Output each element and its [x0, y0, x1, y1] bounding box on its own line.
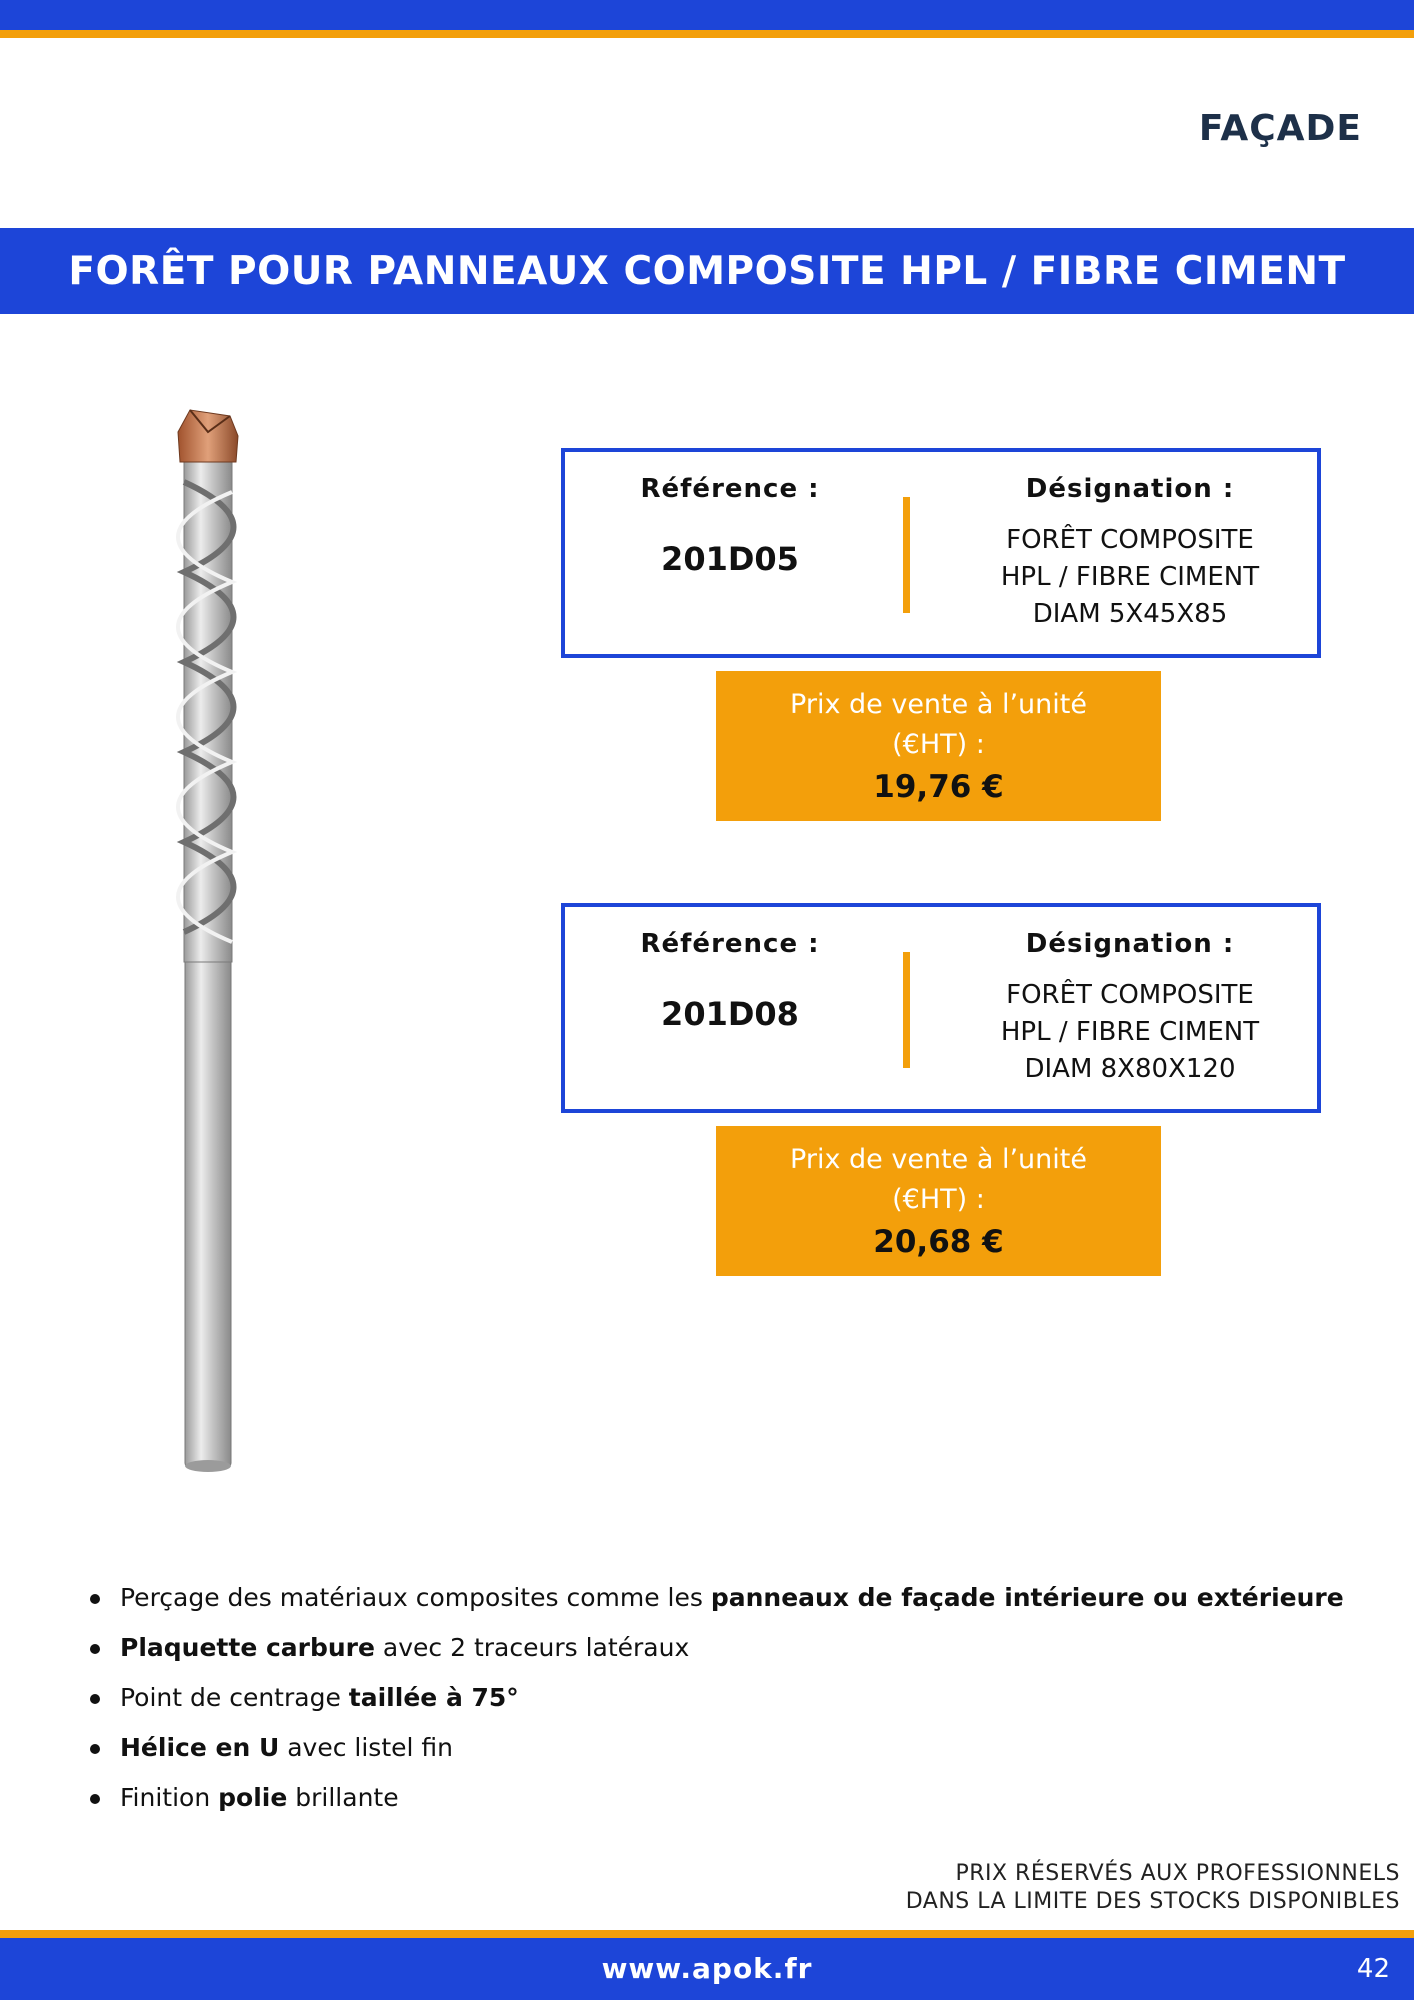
- reference-column: [565, 907, 895, 1109]
- price-label: Prix de vente à l’unité: [790, 689, 1087, 720]
- divider: [903, 497, 910, 613]
- reference-label: Référence :: [640, 474, 820, 504]
- price-label-unit: (€HT) :: [892, 729, 985, 760]
- list-item: Perçage des matériaux composites comme les panneaux de façade intérieure ou extérieure: [90, 1578, 1344, 1628]
- price-box-2: [716, 1126, 1161, 1276]
- page-number: 42: [1356, 1954, 1390, 1984]
- designation-text: [945, 977, 1315, 1088]
- reference-value: 201D05: [661, 540, 799, 578]
- price-box-1: [716, 671, 1161, 821]
- website-link[interactable]: www.apok.fr: [601, 1952, 813, 1985]
- price-value: 20,68 €: [873, 1224, 1004, 1260]
- drill-bit-icon: [140, 392, 280, 1492]
- designation-line: DIAM 8X80X120: [1024, 1054, 1236, 1084]
- reference-column: [565, 452, 895, 654]
- page-title: FORÊT POUR PANNEAUX COMPOSITE HPL / FIBRE CIMENT: [68, 248, 1346, 294]
- list-item: Finition polie brillante: [90, 1778, 1344, 1828]
- section-label: FAÇADE: [1198, 108, 1362, 149]
- designation-label: Désignation :: [1025, 474, 1235, 504]
- designation-line: FORÊT COMPOSITE: [1006, 525, 1254, 555]
- designation-line: HPL / FIBRE CIMENT: [1000, 562, 1260, 592]
- top-accent-stripe: [0, 30, 1414, 38]
- footer-accent-stripe: [0, 1930, 1414, 1938]
- reference-value: 201D08: [661, 995, 799, 1033]
- disclaimer-line: DANS LA LIMITE DES STOCKS DISPONIBLES: [905, 1889, 1400, 1914]
- price-value: 19,76 €: [873, 769, 1004, 805]
- designation-line: HPL / FIBRE CIMENT: [1000, 1017, 1260, 1047]
- list-item: Plaquette carbure avec 2 traceurs latéraux: [90, 1628, 1344, 1678]
- disclaimer: [906, 1860, 1400, 1916]
- product-card-1: [561, 448, 1321, 658]
- designation-line: DIAM 5X45X85: [1032, 599, 1228, 629]
- feature-list: [90, 1578, 1344, 1828]
- footer: [0, 1938, 1414, 2000]
- disclaimer-line: PRIX RÉSERVÉS AUX PROFESSIONNELS: [955, 1861, 1400, 1886]
- product-card-2: [561, 903, 1321, 1113]
- designation-line: FORÊT COMPOSITE: [1006, 980, 1254, 1010]
- designation-column: [945, 907, 1315, 1109]
- top-bar: [0, 0, 1414, 30]
- reference-label: Référence :: [640, 929, 820, 959]
- list-item: Point de centrage taillée à 75°: [90, 1678, 1344, 1728]
- divider: [903, 952, 910, 1068]
- title-band: [0, 228, 1414, 314]
- designation-column: [945, 452, 1315, 654]
- price-label: Prix de vente à l’unité: [790, 1144, 1087, 1175]
- designation-text: [945, 522, 1315, 633]
- price-label-unit: (€HT) :: [892, 1184, 985, 1215]
- list-item: Hélice en U avec listel fin: [90, 1728, 1344, 1778]
- designation-label: Désignation :: [1025, 929, 1235, 959]
